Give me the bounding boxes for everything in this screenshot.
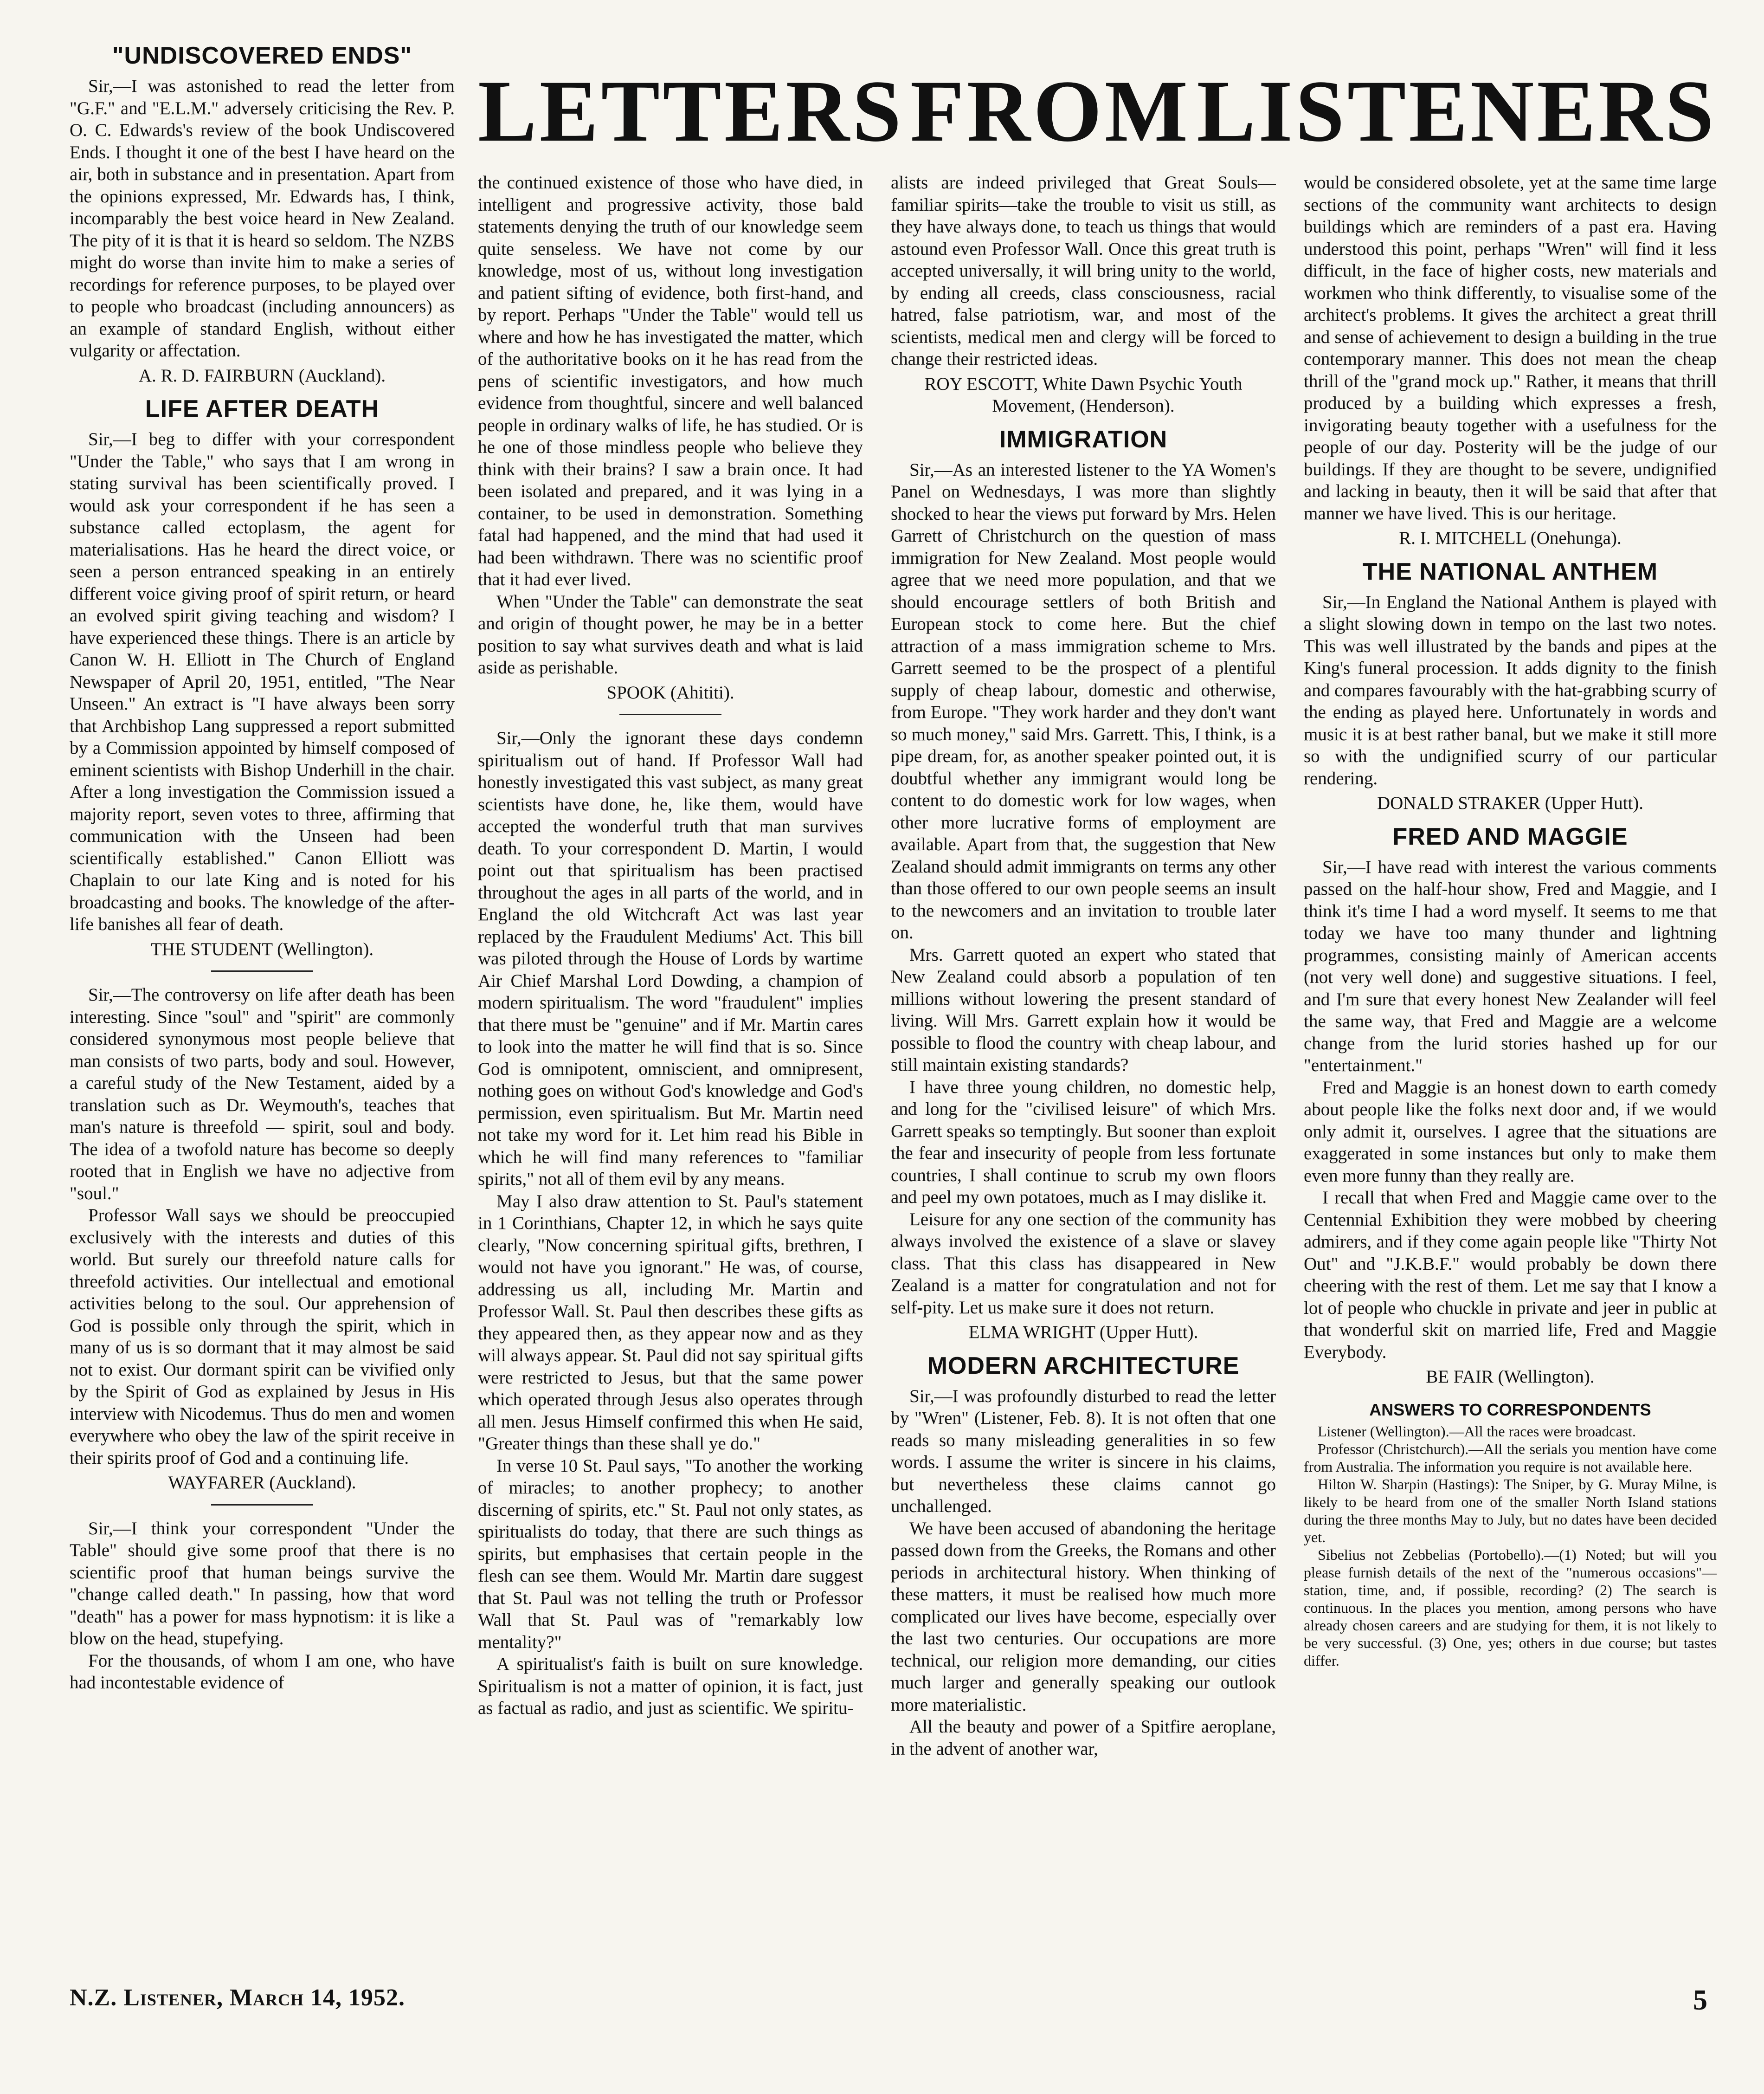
answer-item: Sibelius not Zebbelias (Portobello).—(1) Noted; but will you please furnish details of the next of the "numerous occasions"—station, time, and, if possible, recording? (2) The search is continuous. In the places you mention, among persons who have already chosen careers and are studying for them, it is not likely to be very successful. (3) One, yes; others in due course; but tastes differ.: [1304, 1546, 1717, 1669]
letter-signature: BE FAIR (Wellington).: [1426, 1367, 1595, 1387]
letter: [891, 426, 1276, 1344]
page-footer: [70, 1984, 1717, 2021]
letter-paragraph: In verse 10 St. Paul says, "To another the working of miracles; to another prophecy; to another discerning of spirits, etc." St. Paul not only states, as spiritualists do today, that there are such things as spirits, but emphasises that certain people in the flesh can see them. Would Mr. Martin dare suggest that St. Paul was not telling the truth or Professor Wall that St. Paul was of "remarkably low mentality?": [478, 1455, 863, 1652]
letter: [70, 42, 455, 387]
letter-signature: ROY ESCOTT, White Dawn Psychic Youth Movement, (Henderson).: [924, 374, 1243, 416]
letter-paragraph: All the beauty and power of a Spitfire aeroplane, in the advent of another war,: [891, 1717, 1276, 1759]
letter-paragraph: Sir,—I have read with interest the various comments passed on the half-hour show, Fred and Maggie, and I think it's time I had a word myself. It seems to me that today we have too many thunder and lightning programmes, consisting mainly of American accents (not very well done) and suggestive situations. I feel, and I'm sure that every honest New Zealander will feel the same way, that Fred and Maggie are a welcome change from the lurid stories hashed up for our "entertainment.": [1304, 857, 1717, 1075]
letter: [891, 172, 1276, 417]
letter: [478, 727, 863, 1719]
column-2: [478, 172, 863, 1958]
letter: [478, 172, 863, 704]
letter-heading: THE NATIONAL ANTHEM: [1362, 558, 1658, 585]
letter-heading: "UNDISCOVERED ENDS": [112, 42, 412, 69]
letter-paragraph: When "Under the Table" can demonstrate the seat and origin of thought power, he may be in a better position to say what survives death and what is laid aside as perishable.: [478, 591, 863, 678]
letter-paragraph: I recall that when Fred and Maggie came over to the Centennial Exhibition they were mobbed by cheering admirers, and if they come again people like "Thirty Not Out" and "J.K.B.F." would probably be down there cheering with the rest of them. Let me say that I know a lot of people who chuckle in private and jeer in public at that wonderful skit on married life, Fred and Maggie Everybody.: [1304, 1188, 1717, 1362]
letter-paragraph: alists are indeed privileged that Great Souls—familiar spirits—take the trouble to visit us still, as they have always done, to teach us things that would astound even Professor Wall. Once this great truth is accepted universally, it will bring unity to the world, by ending all creeds, class consciousness, racial hatred, false patriotism, war, and most of the scientists, medical men and clergy will be forced to change their restricted ideas.: [891, 173, 1276, 369]
newspaper-page: [70, 32, 1717, 2061]
letter: [1304, 172, 1717, 549]
masthead-word: LISTENERS: [1197, 63, 1717, 160]
letter-paragraph: Sir,—The controversy on life after death has been interesting. Since "soul" and "spirit" are commonly considered synonymous most people believe that man consists of two parts, body and soul. However, a careful study of the New Testament, aided by a translation such as Dr. Weymouth's, teaches that man's nature is threefold — spirit, soul and body. The idea of a twofold nature has become so deeply rooted that in English we have no adjective from "soul.": [70, 985, 455, 1203]
answer-item: Listener (Wellington).—All the races were broadcast.: [1318, 1422, 1636, 1440]
letter: [70, 984, 455, 1494]
letter-heading: MODERN ARCHITECTURE: [927, 1352, 1240, 1379]
letter-signature: R. I. MITCHELL (Onehunga).: [1399, 528, 1622, 548]
letter-paragraph: I have three young children, no domestic help, and long for the "civilised leisure" of which Mrs. Garrett speaks so temptingly. But sooner than exploit the fear and insecurity of people from less fortunate countries, I shall continue to scrub my own floors and peel my own potatoes, much as I may dislike it.: [891, 1077, 1276, 1207]
letter: [70, 395, 455, 960]
letter-signature: ELMA WRIGHT (Upper Hutt).: [968, 1322, 1198, 1342]
letter-signature: DONALD STRAKER (Upper Hutt).: [1377, 793, 1644, 813]
divider: [211, 1504, 313, 1506]
masthead-word: FROM: [910, 63, 1191, 160]
letter: [70, 1518, 455, 1694]
letter-heading: LIFE AFTER DEATH: [145, 395, 380, 422]
letter-signature: WAYFARER (Auckland).: [168, 1473, 356, 1493]
letter-paragraph: the continued existence of those who have died, in intelligent and progressive activity, those bald statements denying the truth of our knowledge seem quite senseless. We have not come by our knowledge, most of us, without long investigation and patient sifting of evidence, both first-hand, and by report. Perhaps "Under the Table" would tell us where and how he has investigated the matter, which of the authoritative books on it he has read from the pens of scientific investigators, and how much evidence from thoughtful, sincere and well balanced people in ordinary walks of life, he has studied. Or is he one of those mindless people who believe they think with their brains? I saw a brain once. It had been isolated and prepared, and it was lying in a container, to be used in demonstration. Something fatal had happened, and the mind that had used it had been withdrawn. There was no scientific proof that it had ever lived.: [478, 173, 863, 589]
letter-paragraph: We have been accused of abandoning the heritage passed down from the Greeks, the Romans and other periods in architectural history. When thinking of these matters, it must be realised how much more complicated our lives have become, especially over the last two centuries. Our occupations are more technical, our religion more demanding, our cities much larger and generally speaking our outlook more materialistic.: [891, 1518, 1276, 1715]
publication-date: N.Z. Listener, March 14, 1952.: [70, 1984, 406, 2011]
column-3: [891, 172, 1276, 1958]
column-1: [70, 42, 455, 1958]
page-number: 5: [1693, 1984, 1707, 2016]
letter-paragraph: Sir,—I was profoundly disturbed to read the letter by "Wren" (Listener, Feb. 8). It is not often that one reads so many misleading generalities in so few words. I assume the writer is sincere in his claims, but nevertheless these claims cannot go unchallenged.: [891, 1386, 1276, 1516]
letter-heading: FRED AND MAGGIE: [1392, 823, 1628, 850]
letter-paragraph: Leisure for any one section of the community has always involved the existence of a slave or slavey class. That this class has disappeared in New Zealand is a matter for congratulation and not for self-pity. Let us make sure it does not return.: [891, 1209, 1276, 1318]
letter-paragraph: would be considered obsolete, yet at the same time large sections of the community want architects to design buildings which are reminders of a past era. Having understood this point, perhaps "Wren" will find it less difficult, in the face of higher costs, new materials and workmen who think differently, to visualise some of the architect's problems. It gives the architect a great thrill and sense of achievement to design a building in the true contemporary manner. This does not mean the cheap thrill of the "grand mock up." Rather, it means that thrill produced by a building which expresses a fresh, invigorating beauty together with a usefulness for the people of our day. Posterity will be the judge of our buildings. If they are thought to be severe, undignified and lacking in beauty, then it will be said that after that manner we have lived. This is our heritage.: [1304, 173, 1717, 524]
letter-signature: SPOOK (Ahititi).: [606, 682, 734, 703]
letter-paragraph: Sir,—I was astonished to read the letter from "G.F." and "E.L.M." adversely criticising the Rev. P. O. C. Edwards's review of the book Undiscovered Ends. I thought it one of the best I have heard on the air, both in substance and in presentation. Apart from the opinions expressed, Mr. Edwards has, I think, incomparably the best voice heard in New Zealand. The pity of it is that it is heard so seldom. The NZBS might do worse than invite him to make a series of recordings for reference purposes, to be played over to people who broadcast (including announcers) as an example of standard English, without either vulgarity or affectation.: [70, 76, 455, 361]
letter-paragraph: Fred and Maggie is an honest down to earth comedy about people like the folks next door and, if we would only admit it, ourselves. I agree that the situations are exaggerated in some instances but only to make them even more funny than they really are.: [1304, 1077, 1717, 1186]
letter-paragraph: Sir,—Only the ignorant these days condemn spiritualism out of hand. If Professor Wall had honestly investigated this vast subject, as many great scientists have done, he, like them, would have accepted the wonderful truth that man survives death. To your correspondent D. Martin, I would point out that spiritualism has been practised throughout the ages in all parts of the world, and in England the old Witchcraft Act was last year replaced by the Fraudulent Mediums' Act. This bill was piloted through the House of Lords by wartime Air Chief Marshal Lord Dowding, a champion of modern spiritualism. The word "fraudulent" implies that there must be "genuine" and if Mr. Martin cares to look into the matter he will find that is so. Since God is omnipotent, omniscient, and omnipresent, nothing goes on without God's knowledge and God's permission, even spiritualism. But Mr. Martin need not take my word for it. Let him read his Bible in which he will find many references to "familiar spirits," not all of them evil by any means.: [478, 728, 863, 1189]
answer-item: Professor (Christchurch).—All the serials you mention have come from Australia. The information you require is not available here.: [1304, 1440, 1717, 1475]
column-4: [1304, 172, 1717, 1958]
letter-paragraph: For the thousands, of whom I am one, who have had incontestable evidence of: [70, 1650, 455, 1693]
letter-signature: A. R. D. FAIRBURN (Auckland).: [138, 365, 386, 386]
masthead-word: LETTERS: [478, 63, 904, 160]
answer-item: Hilton W. Sharpin (Hastings): The Sniper, by G. Muray Milne, is likely to be heard from one of the smaller North Island stations during the three months May to July, but no dates have been decided yet.: [1304, 1475, 1717, 1545]
letter-paragraph: Mrs. Garrett quoted an expert who stated that New Zealand could absorb a population of ten millions without lowering the present standard of living. Will Mrs. Garrett explain how it would be possible to flood the country with cheap labour, and still maintain existing standards?: [891, 944, 1276, 1075]
letter-paragraph: Sir,—I beg to differ with your correspondent "Under the Table," who says that I am wrong in stating survival has been scientifically proved. I would ask your correspondent if he has seen a substance called ectoplasm, the agent for materialisations. Has he heard the direct voice, or seen a person entranced speaking in an entirely different voice giving proof of spirit return, or heard an evolved spirit giving teaching and wisdom? I have experienced these things. There is an article by Canon W. H. Elliott in The Church of England Newspaper of April 20, 1951, entitled, "The Near Unseen." An extract is "I have always been sorry that Archbishop Lang suppressed a report submitted by a Commission appointed by himself composed of eminent scientists with Bishop Underhill in the chair. After a long investigation the Commission issued a majority report, seven votes to three, affirming that communication with the Unseen had been scientifically established." Canon Elliott was Chaplain to our late King and is noted for his broadcasting and books. The knowledge of the after-life banishes all fear of death.: [70, 429, 455, 934]
letter-signature: THE STUDENT (Wellington).: [150, 939, 374, 959]
letter: [1304, 823, 1717, 1388]
letter-heading: IMMIGRATION: [999, 426, 1168, 453]
letter: [1304, 558, 1717, 814]
masthead: [478, 51, 1717, 172]
letter-paragraph: May I also draw attention to St. Paul's statement in 1 Corinthians, Chapter 12, in which he says quite clearly, "Now concerning spiritual gifts, brethren, I would not have you ignorant." He was, of course, addressing us all, including Mr. Martin and Professor Wall. St. Paul then describes these gifts as they appeared then, as they appear now and as they will always appear. St. Paul did not say spiritual gifts were restricted to Jesus, but that the same power which operated through Jesus also operates through all men. Jesus Himself confirmed this when He said, "Greater things than these shall ye do.": [478, 1191, 863, 1454]
letter-paragraph: Sir,—As an interested listener to the YA Women's Panel on Wednesdays, I was more than slightly shocked to hear the views put forward by Mrs. Helen Garrett of Christchurch on the question of mass immigration for New Zealand. Most people would agree that we need more population, and that we should encourage settlers of both British and European stock to come here. But the chief attraction of a mass immigration scheme to Mrs. Garrett seemed to be the prospect of a plentiful supply of cheap labour, domestic and otherwise, from Europe. "They work harder and they don't want so much money," said Mrs. Garrett. This, I think, is a pipe dream, for, as another speaker pointed out, it is doubtful whether any immigrant would long be content to do domestic work for low wages, when other more lucrative forms of employment are available. Apart from that, the suggestion that New Zealand should admit immigrants on terms any other than those offered to our own people seems an insult to the newcomers and an invitation to trouble later on.: [891, 459, 1276, 943]
letter-paragraph: Professor Wall says we should be preoccupied exclusively with the interests and duties of this world. But surely our threefold nature calls for threefold activities. Our intellectual and emotional activities belong to the soul. Our apprehension of God is possible only through the spirit, which in many of us is so dormant that it may almost be said not to exist. Our dormant spirit can be vivified only by the Spirit of God as explained by Jesus in His interview with Nicodemus. Thus do men and women everywhere who obey the law of the spirit receive in their spirits proof of God and a continuing life.: [70, 1205, 455, 1468]
letter: [891, 1352, 1276, 1760]
divider: [619, 714, 721, 715]
letter-paragraph: A spiritualist's faith is built on sure knowledge. Spiritualism is not a matter of opinion, it is fact, just as factual as radio, and just as scientific. We spiritu-: [478, 1654, 863, 1718]
divider: [211, 970, 313, 972]
letter-paragraph: Sir,—In England the National Anthem is played with a slight slowing down in tempo on the last two notes. This was well illustrated by the bands and pipes at the King's funeral procession. It adds dignity to the finish and compares favourably with the hat-grabbing scurry of the ending as played here. Unfortunately in words and music it is at best rather banal, but we make it still more so with the undignified scurry of our particular rendering.: [1304, 592, 1717, 788]
answers-to-correspondents: [1304, 1400, 1717, 1669]
letter-paragraph: Sir,—I think your correspondent "Under the Table" should give some proof that there is no scientific proof that human beings survive the "change called death." In passing, how that word "death" has a power for mass hypnotism: it is like a blow on the head, stupefying.: [70, 1518, 455, 1648]
answers-heading: ANSWERS TO CORRESPONDENTS: [1369, 1400, 1651, 1419]
